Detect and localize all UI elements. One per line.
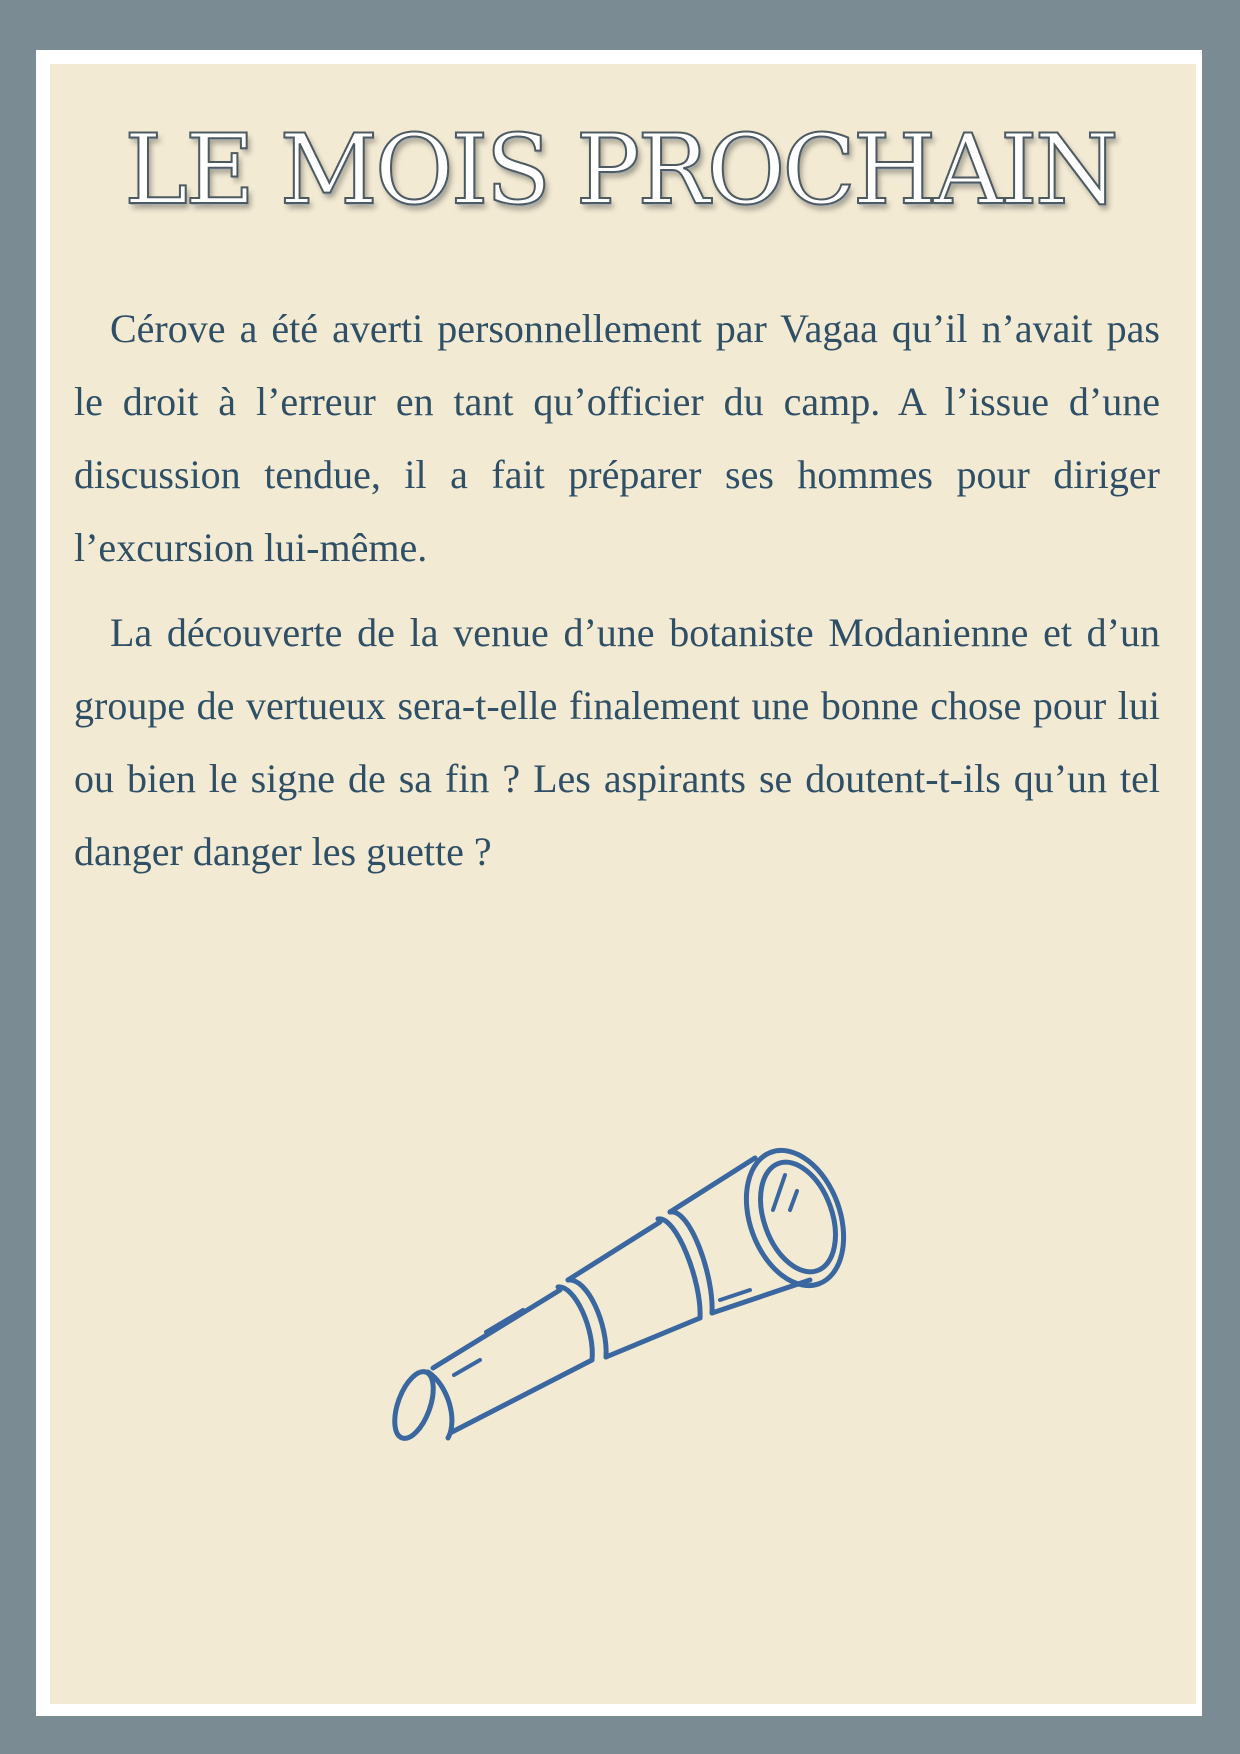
telescope-icon xyxy=(380,1105,860,1475)
paragraph-1: Cérove a été averti personnellement par Vagaa qu’il n’avait pas le droit à l’erreur en tant qu’officier du camp. A l’issue d’une discussion tendue, il a fait préparer ses hommes pour diriger l’excursion lui-même. xyxy=(74,306,1160,570)
page-title: LE MOIS PROCHAIN xyxy=(124,114,1116,226)
tube-segment-3 xyxy=(670,1158,810,1313)
objective-lens-inner xyxy=(747,1152,850,1282)
tube-segment-1 xyxy=(433,1290,592,1432)
article-body xyxy=(74,292,1160,900)
paragraph-2: La découverte de la venue d’une botaniste Modanienne et d’un groupe de vertueux sera-t-elle finalement une bonne chose pour lui ou bien le signe de sa fin ? Les aspirants se doutent-t-ils qu’un tel danger danger les guette ? xyxy=(74,610,1160,874)
